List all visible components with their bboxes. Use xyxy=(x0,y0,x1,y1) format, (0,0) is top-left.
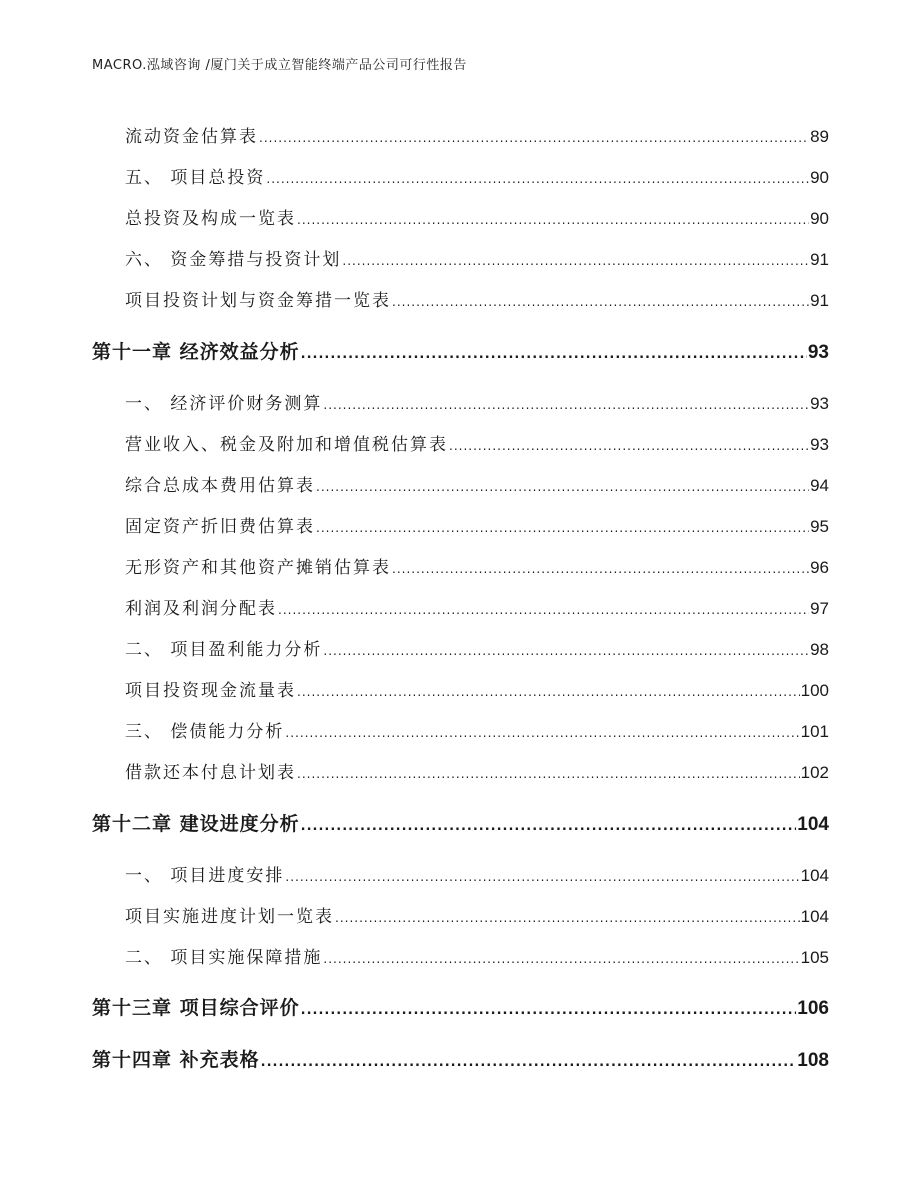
toc-page-number: 102 xyxy=(800,763,829,782)
toc-entry-label: 综合总成本费用估算表 xyxy=(125,476,315,496)
toc-entry[interactable] xyxy=(92,553,829,578)
toc-entry-label: 二、 项目盈利能力分析 xyxy=(125,640,323,660)
dot-leader xyxy=(301,997,797,1019)
toc-chapter-entry[interactable] xyxy=(92,337,829,364)
toc-page-number: 95 xyxy=(810,517,829,536)
dot-leader xyxy=(301,341,807,363)
toc-chapter-entry[interactable] xyxy=(92,1045,829,1072)
dot-leader xyxy=(335,907,800,927)
dot-leader xyxy=(449,435,809,455)
dot-leader xyxy=(392,291,809,311)
dot-leader xyxy=(278,599,809,619)
toc-entry-label: 二、 项目实施保障措施 xyxy=(125,948,323,968)
toc-chapter-label: 第十四章 补充表格 xyxy=(92,1049,260,1071)
toc-page-number: 91 xyxy=(810,250,829,269)
toc-page-number: 97 xyxy=(810,599,829,618)
toc-page-number: 90 xyxy=(810,168,829,187)
toc-entry-label: 项目投资计划与资金筹措一览表 xyxy=(125,291,391,311)
toc-entry-label: 利润及利润分配表 xyxy=(125,599,277,619)
toc-entry[interactable] xyxy=(92,122,829,147)
toc-entry[interactable] xyxy=(92,286,829,311)
toc-entry[interactable] xyxy=(92,676,829,701)
dot-leader xyxy=(316,517,809,537)
toc-entry[interactable] xyxy=(92,471,829,496)
toc-page-number: 94 xyxy=(810,476,829,495)
toc-page-number: 105 xyxy=(800,948,829,967)
dot-leader xyxy=(285,722,799,742)
toc-page-number: 104 xyxy=(800,866,829,885)
toc-page-number: 93 xyxy=(810,394,829,413)
dot-leader xyxy=(261,1049,797,1071)
toc-entry-label: 固定资产折旧费估算表 xyxy=(125,517,315,537)
dot-leader xyxy=(323,640,809,660)
dot-leader xyxy=(323,948,799,968)
toc-chapter-entry[interactable] xyxy=(92,993,829,1020)
dot-leader xyxy=(266,168,809,188)
toc-page-number: 104 xyxy=(800,907,829,926)
toc-page-number: 100 xyxy=(800,681,829,700)
toc-page-number: 96 xyxy=(810,558,829,577)
toc-page-number: 104 xyxy=(797,814,829,835)
toc-entry-label: 借款还本付息计划表 xyxy=(125,763,296,783)
toc-page-number: 108 xyxy=(797,1050,829,1071)
toc-page-number: 93 xyxy=(810,435,829,454)
toc-entry[interactable] xyxy=(92,594,829,619)
toc-entry-label: 总投资及构成一览表 xyxy=(125,209,296,229)
dot-leader xyxy=(323,394,809,414)
dot-leader xyxy=(342,250,809,270)
toc-entry[interactable] xyxy=(92,389,829,414)
toc-entry-label: 六、 资金筹措与投资计划 xyxy=(125,250,342,270)
toc-entry[interactable] xyxy=(92,430,829,455)
toc-entry[interactable] xyxy=(92,902,829,927)
dot-leader xyxy=(297,681,800,701)
toc-entry-label: 无形资产和其他资产摊销估算表 xyxy=(125,558,391,578)
toc-chapter-label: 第十三章 项目综合评价 xyxy=(92,997,300,1019)
toc-entry-label: 营业收入、税金及附加和增值税估算表 xyxy=(125,435,448,455)
toc-entry-label: 项目实施进度计划一览表 xyxy=(125,907,334,927)
toc-entry-label: 五、 项目总投资 xyxy=(125,168,266,188)
dot-leader xyxy=(297,209,809,229)
toc-entry[interactable] xyxy=(92,943,829,968)
toc-entry[interactable] xyxy=(92,245,829,270)
toc-entry[interactable] xyxy=(92,717,829,742)
toc-entry[interactable] xyxy=(92,758,829,783)
toc-page-number: 90 xyxy=(810,209,829,228)
toc-page-number: 93 xyxy=(807,342,829,363)
toc-entry[interactable] xyxy=(92,163,829,188)
toc-page-number: 98 xyxy=(810,640,829,659)
toc-entry[interactable] xyxy=(92,635,829,660)
toc-entry[interactable] xyxy=(92,512,829,537)
toc-chapter-entry[interactable] xyxy=(92,809,829,836)
toc-entry-label: 项目投资现金流量表 xyxy=(125,681,296,701)
dot-leader xyxy=(392,558,809,578)
dot-leader xyxy=(297,763,800,783)
dot-leader xyxy=(301,813,797,835)
toc-chapter-label: 第十一章 经济效益分析 xyxy=(92,341,300,363)
toc-entry[interactable] xyxy=(92,861,829,886)
dot-leader xyxy=(259,127,809,147)
dot-leader xyxy=(316,476,809,496)
toc-entry-label: 三、 偿债能力分析 xyxy=(125,722,285,742)
toc-entry-label: 流动资金估算表 xyxy=(125,127,258,147)
toc-entry-label: 一、 项目进度安排 xyxy=(125,866,285,886)
toc-chapter-label: 第十二章 建设进度分析 xyxy=(92,813,300,835)
toc-entry-label: 一、 经济评价财务测算 xyxy=(125,394,323,414)
toc-entry[interactable] xyxy=(92,204,829,229)
toc-page-number: 101 xyxy=(800,722,829,741)
toc-page-number: 91 xyxy=(810,291,829,310)
toc-page-number: 106 xyxy=(797,998,829,1019)
dot-leader xyxy=(285,866,799,886)
toc-page-number: 89 xyxy=(810,127,829,146)
running-header: MACRO.泓域咨询 /厦门关于成立智能终端产品公司可行性报告 xyxy=(92,58,467,73)
